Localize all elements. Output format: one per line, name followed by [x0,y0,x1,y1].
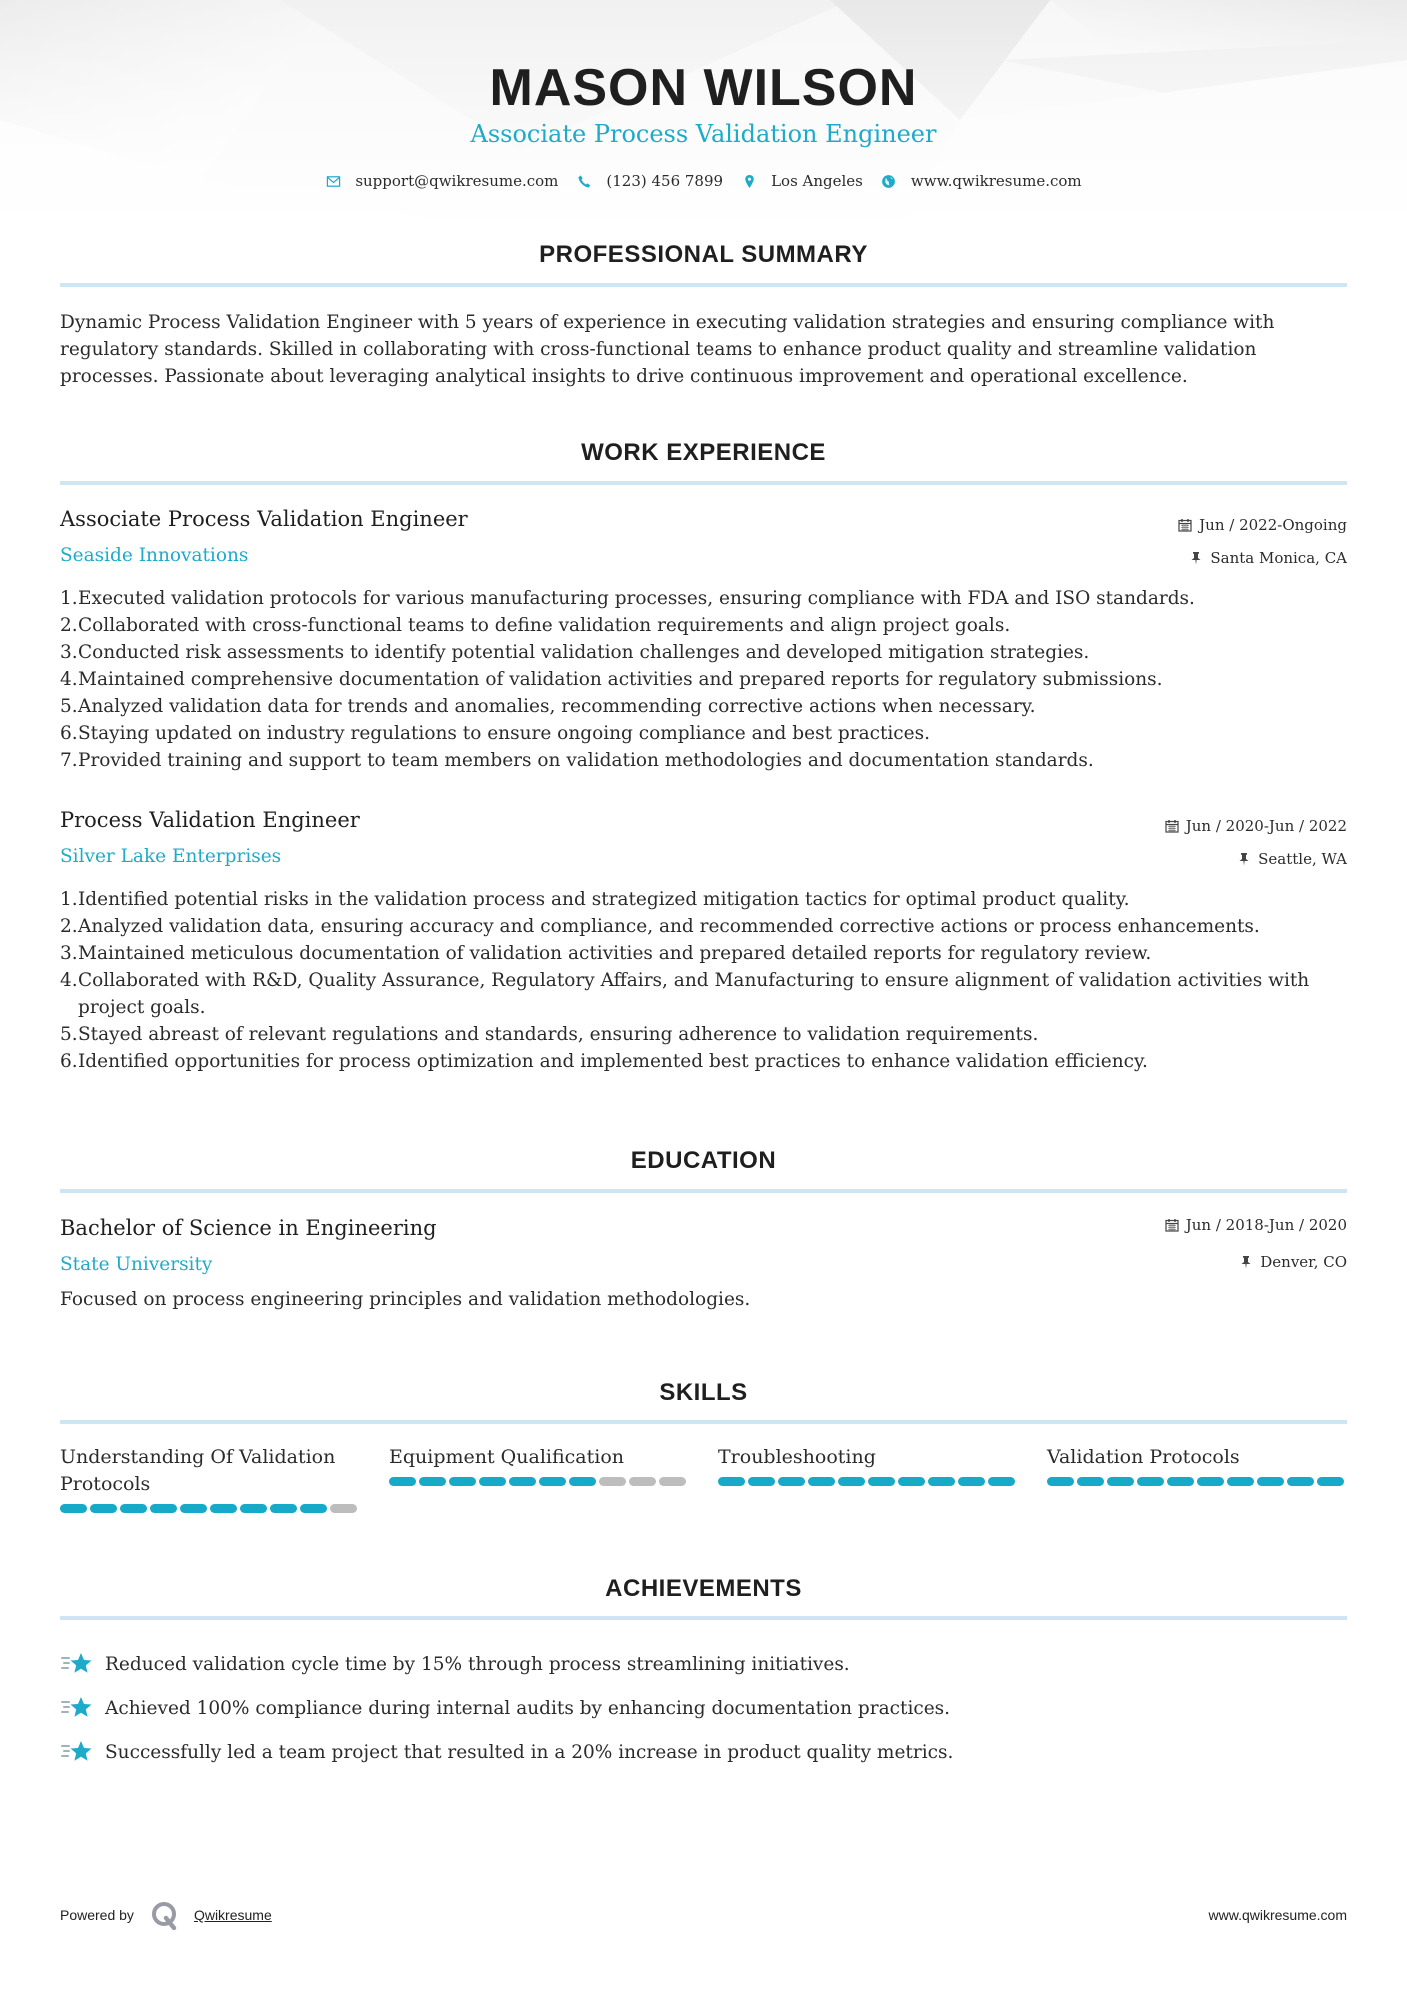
skill-name: Validation Protocols [1047,1446,1240,1468]
list-item: 2. Collaborated with cross-functional teams to define validation requirements and align project goals. [60,615,1011,636]
pushpin-icon [1189,551,1203,565]
skill-level-segment [479,1477,506,1486]
qwikresume-link[interactable]: Qwikresume [193,1907,272,1923]
list-item: 3. Conducted risk assessments to identify potential validation challenges and developed mitigation strategies. [60,642,1090,663]
contact-website[interactable] [881,172,1082,190]
list-item: 4. Collaborated with R&D, Quality Assurance, Regulatory Affairs, and Manufacturing to ensure alignment of validation activities with project goals. [60,970,1310,1018]
shooting-star-icon [60,1694,94,1722]
skill-level-segment [180,1504,207,1513]
list-item: 6. Staying updated on industry regulations to ensure ongoing compliance and best practices. [60,723,930,744]
section-divider [60,1420,1347,1424]
candidate-role: Associate Process Validation Engineer [470,120,937,148]
company-name: Seaside Innovations [60,545,249,566]
school-name: State University [60,1254,213,1275]
contact-location [741,172,863,190]
skill-item [718,1444,1018,1513]
skill-level-segment [838,1477,865,1486]
skill-level-segment [958,1477,985,1486]
contact-phone[interactable] [576,172,723,190]
skill-level-segment [1317,1477,1344,1486]
list-item: 1. Executed validation protocols for various manufacturing processes, ensuring compliance with FDA and ISO standards. [60,588,1195,609]
contact-email[interactable] [325,172,558,190]
summary-text: Dynamic Process Validation Engineer with 5 years of experience in executing validation strategies and ensuring compliance with regulatory standards. Skilled in collaborating with cross-functional teams to enhance product quality and streamline validation processes. Passionate about leveraging analytical insights to drive continuous improvement and operational excellence. [60,312,1275,387]
education-location [1239,1253,1347,1271]
list-item: 1. Identified potential risks in the validation process and strategized mitigation tactics for optimal product quality. [60,889,1130,910]
section-divider [60,283,1347,287]
contact-email-text: support@qwikresume.com [355,172,559,190]
skill-level-segment [1167,1477,1194,1486]
job-dates [1178,516,1347,534]
contact-bar [0,172,1407,190]
job-dates-text: Jun / 2022-Ongoing [1199,516,1347,534]
skill-level-segment [270,1504,297,1513]
skill-level-segment [210,1504,237,1513]
skill-level-segment [808,1477,835,1486]
degree-title: Bachelor of Science in Engineering [60,1216,437,1240]
footer-url[interactable]: www.qwikresume.com [1208,1907,1347,1923]
skill-level-bar [718,1477,1018,1486]
skill-name: Equipment Qualification [389,1446,625,1468]
qwikresume-logo-icon [150,1900,180,1930]
globe-icon [881,173,897,189]
skill-level-segment [898,1477,925,1486]
list-item: 5. Analyzed validation data for trends and anomalies, recommending corrective actions when necessary. [60,696,1036,717]
skills-list [60,1444,1347,1513]
pushpin-icon [1237,852,1251,866]
job-title: Associate Process Validation Engineer [60,507,468,531]
section-title-achievements: ACHIEVEMENTS [605,1575,802,1602]
skill-level-segment [539,1477,566,1486]
job-dates [1165,817,1347,835]
skill-level-segment [868,1477,895,1486]
education-description: Focused on process engineering principles and validation methodologies. [60,1289,751,1310]
section-divider [60,1189,1347,1193]
job-title: Process Validation Engineer [60,808,360,832]
achievement-item: Achieved 100% compliance during internal audits by enhancing documentation practices. [60,1686,1347,1730]
section-title-education: EDUCATION [630,1147,777,1174]
skill-level-segment [150,1504,177,1513]
skill-level-segment [718,1477,745,1486]
skill-level-segment [599,1477,626,1486]
education-location-text: Denver, CO [1260,1253,1347,1271]
candidate-name: MASON WILSON [489,59,918,117]
skill-level-bar [1047,1477,1347,1486]
list-item: 6. Identified opportunities for process optimization and implemented best practices to enhance validation efficiency. [60,1051,1148,1072]
skill-level-segment [1227,1477,1254,1486]
achievement-item: Reduced validation cycle time by 15% through process streamlining initiatives. [60,1642,1347,1686]
shooting-star-icon [60,1650,94,1678]
skill-level-segment [629,1477,656,1486]
skill-level-segment [389,1477,416,1486]
phone-icon [576,173,592,189]
company-name: Silver Lake Enterprises [60,846,282,867]
list-item: 7. Provided training and support to team members on validation methodologies and documentation standards. [60,750,1094,771]
powered-by [60,1900,272,1930]
skill-item [389,1444,689,1513]
contact-phone-text: (123) 456 7899 [606,172,724,190]
skill-level-segment [300,1504,327,1513]
calendar-icon [1178,518,1192,532]
list-item: 3. Maintained meticulous documentation of validation activities and prepared detailed reports for regulatory review. [60,943,1152,964]
skill-level-segment [1197,1477,1224,1486]
section-title-summary: PROFESSIONAL SUMMARY [539,241,868,268]
skill-level-bar [389,1477,689,1486]
skill-level-segment [1047,1477,1074,1486]
powered-by-label: Powered by [60,1907,134,1923]
skill-level-segment [778,1477,805,1486]
job-bullets [60,886,1347,1075]
skill-level-segment [60,1504,87,1513]
skill-level-segment [1107,1477,1134,1486]
skill-level-segment [449,1477,476,1486]
skill-level-segment [330,1504,357,1513]
skill-level-segment [569,1477,596,1486]
list-item: 4. Maintained comprehensive documentation of validation activities and prepared reports for regulatory submissions. [60,669,1163,690]
job-location [1189,549,1347,567]
contact-location-text: Los Angeles [771,172,863,190]
map-marker-icon [741,173,757,189]
skill-level-segment [120,1504,147,1513]
job-location-text: Seattle, WA [1258,850,1347,868]
section-divider [60,1616,1347,1620]
pushpin-icon [1239,1255,1253,1269]
footer [60,1900,1347,1930]
shooting-star-icon [60,1738,94,1766]
achievements-list [60,1642,1347,1774]
skill-level-segment [659,1477,686,1486]
skill-item [60,1444,360,1513]
skill-level-segment [1257,1477,1284,1486]
envelope-icon [325,173,341,189]
list-item: 5. Stayed abreast of relevant regulations and standards, ensuring adherence to validation requirements. [60,1024,1039,1045]
skill-level-segment [748,1477,775,1486]
achievement-item: Successfully led a team project that resulted in a 20% increase in product quality metrics. [60,1730,1347,1774]
skill-level-segment [509,1477,536,1486]
list-item: 2. Analyzed validation data, ensuring accuracy and compliance, and recommended corrective actions or process enhancements. [60,916,1260,937]
calendar-icon [1165,819,1179,833]
contact-website-text: www.qwikresume.com [910,172,1082,190]
skill-level-segment [988,1477,1015,1486]
skill-level-segment [419,1477,446,1486]
calendar-icon [1165,1218,1179,1232]
skill-item [1047,1444,1347,1513]
job-location [1237,850,1347,868]
skill-level-segment [928,1477,955,1486]
education-dates-text: Jun / 2018-Jun / 2020 [1185,1216,1347,1234]
section-title-skills: SKILLS [659,1379,748,1406]
job-dates-text: Jun / 2020-Jun / 2022 [1185,817,1347,835]
skill-level-segment [1287,1477,1314,1486]
skill-level-segment [240,1504,267,1513]
skill-level-segment [1137,1477,1164,1486]
education-dates [1165,1216,1347,1234]
skill-level-segment [90,1504,117,1513]
skill-level-bar [60,1504,360,1513]
section-divider [60,481,1347,485]
skill-name: Understanding Of Validation Protocols [60,1446,336,1495]
job-bullets [60,585,1347,774]
job-location-text: Santa Monica, CA [1210,549,1347,567]
section-title-experience: WORK EXPERIENCE [581,439,826,466]
skill-name: Troubleshooting [718,1446,876,1468]
skill-level-segment [1077,1477,1104,1486]
